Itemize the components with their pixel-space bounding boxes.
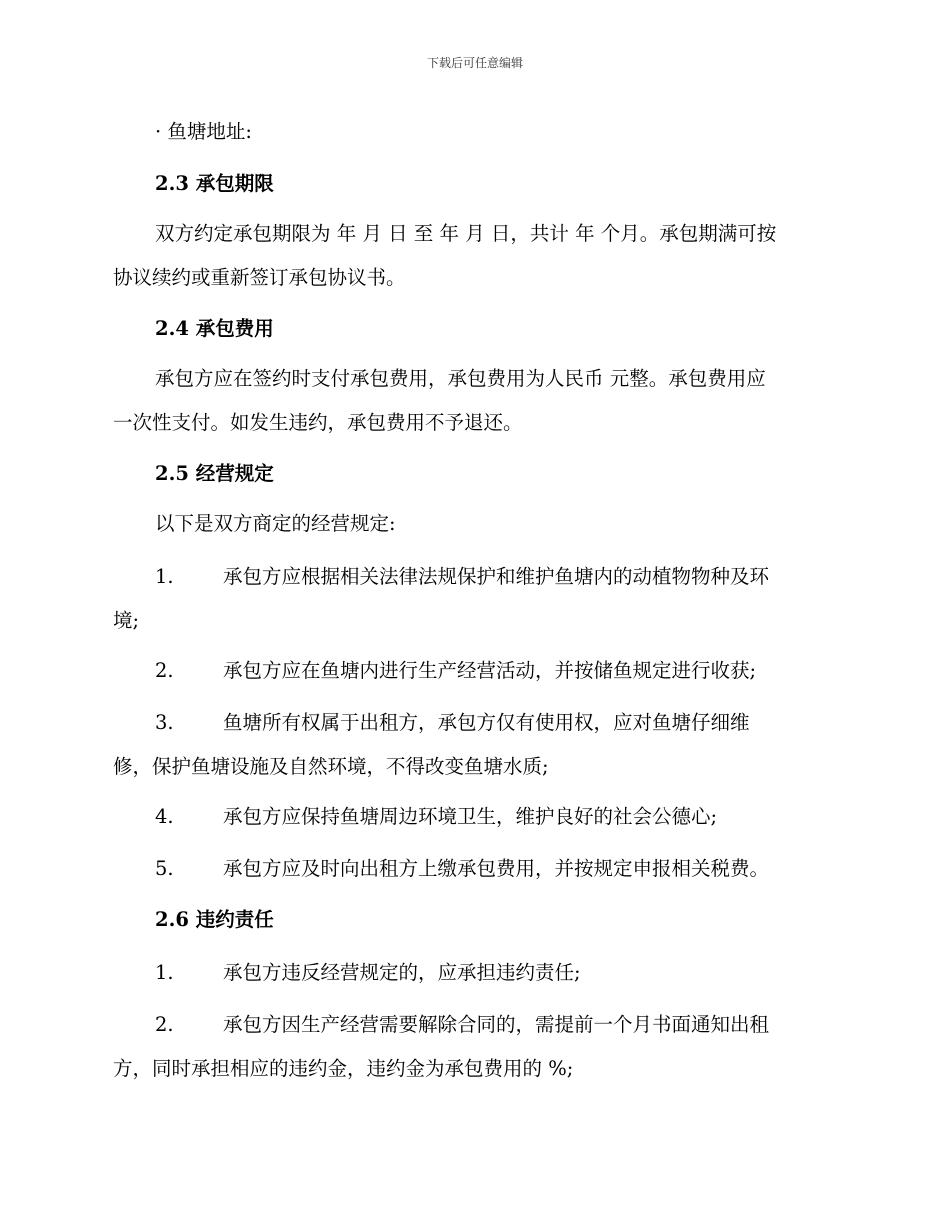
list-item-number: 1. (155, 961, 174, 984)
list-item-number: 3. (155, 711, 174, 734)
section-2-6-title: 2.6 违约责任 (155, 908, 274, 931)
list-item-number: 4. (155, 805, 174, 828)
list-item (113, 801, 717, 829)
list-item (113, 853, 769, 881)
list-item-continuation: 境; (113, 609, 140, 632)
section-2-3-paragraph-line2: 协议续约或重新签订承包协议书。 (113, 266, 406, 289)
list-item-text: 承包方应保持鱼塘周边环境卫生，维护良好的社会公德心; (223, 805, 718, 828)
list-item (113, 707, 750, 735)
pond-address-label: · 鱼塘地址: (155, 120, 252, 143)
list-item (113, 561, 769, 589)
list-item (113, 655, 756, 683)
list-item-text: 承包方因生产经营需要解除合同的，需提前一个月书面通知出租 (223, 1013, 770, 1036)
list-item (113, 957, 581, 985)
list-item-text: 承包方违反经营规定的，应承担违约责任; (223, 961, 581, 984)
section-2-3-paragraph-line1: 双方约定承包期限为 年 月 日 至 年 月 日，共计 年 个月。承包期满可按 (155, 222, 777, 245)
section-2-5-intro: 以下是双方商定的经营规定: (155, 512, 396, 535)
list-item-continuation: 修，保护鱼塘设施及自然环境，不得改变鱼塘水质; (113, 755, 549, 778)
page-header: 下载后可任意编辑 (426, 56, 523, 70)
list-item-text: 承包方应在鱼塘内进行生产经营活动，并按储鱼规定进行收获; (223, 659, 757, 682)
list-item-text: 鱼塘所有权属于出租方，承包方仅有使用权，应对鱼塘仔细维 (223, 711, 750, 734)
list-item-text: 承包方应根据相关法律法规保护和维护鱼塘内的动植物物种及环 (223, 565, 770, 588)
list-item-number: 1. (155, 565, 174, 588)
section-2-5-title: 2.5 经营规定 (155, 462, 274, 485)
list-item-continuation: 方，同时承担相应的违约金，违约金为承包费用的 %; (113, 1057, 574, 1080)
list-item-number: 5. (155, 857, 174, 880)
section-2-4-paragraph-line2: 一次性支付。如发生违约，承包费用不予退还。 (113, 411, 523, 434)
list-item (113, 1009, 769, 1037)
section-2-3-title: 2.3 承包期限 (155, 172, 274, 195)
section-2-4-paragraph-line1: 承包方应在签约时支付承包费用，承包费用为人民币 元整。承包费用应 (155, 367, 766, 390)
list-item-number: 2. (155, 1013, 174, 1036)
list-item-number: 2. (155, 659, 174, 682)
section-2-4-title: 2.4 承包费用 (155, 317, 274, 340)
list-item-text: 承包方应及时向出租方上缴承包费用，并按规定申报相关税费。 (223, 857, 770, 880)
